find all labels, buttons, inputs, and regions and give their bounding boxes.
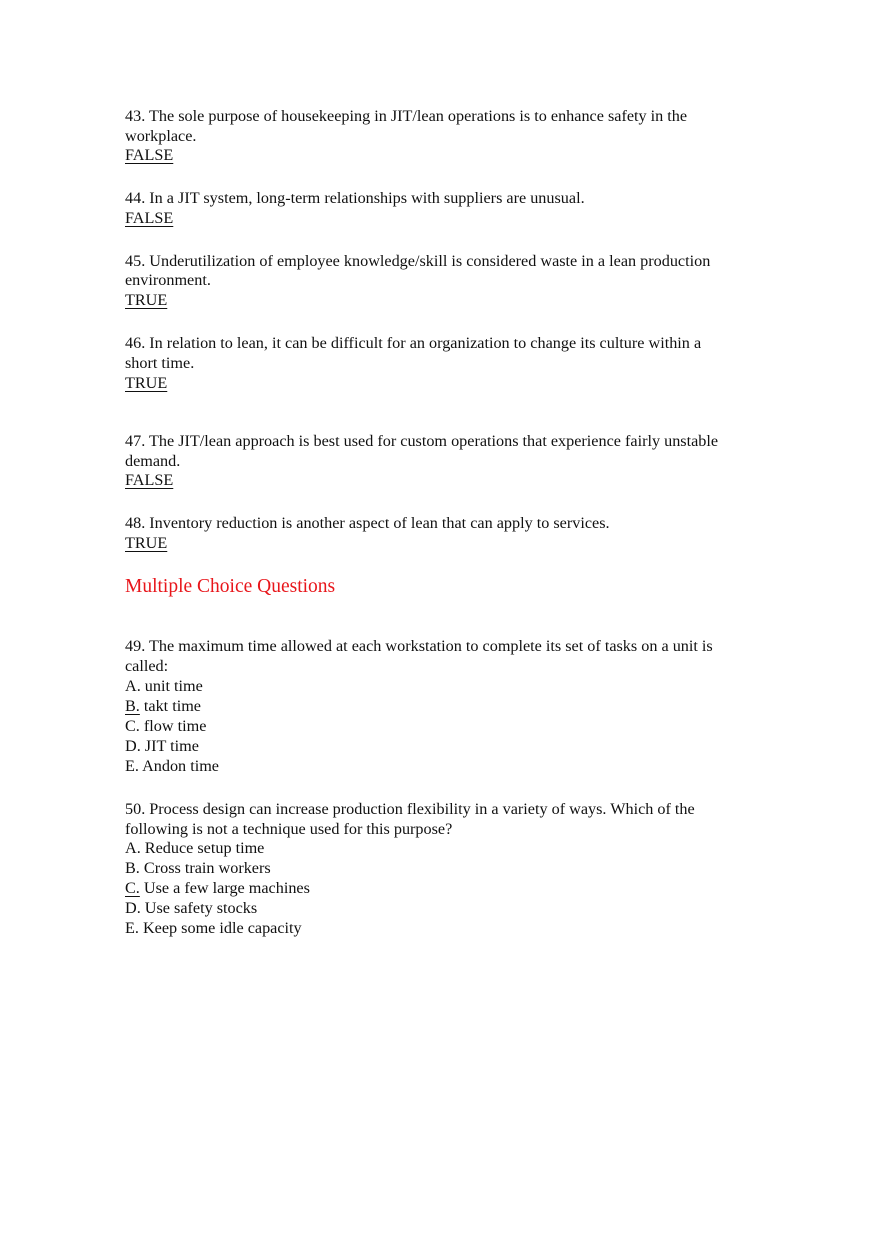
question-49-option-a (125, 676, 203, 696)
option-letter: B. (125, 859, 140, 877)
question-48-answer: TRUE (125, 534, 168, 552)
question-47-text-line-1: 47. The JIT/lean approach is best used for custom operations that experience fairly unstable (125, 432, 719, 450)
question-49-option-b-correct (125, 696, 201, 716)
question-49-text-line-1: 49. The maximum time allowed at each workstation to complete its set of tasks on a unit is (125, 637, 713, 655)
option-text: Andon time (138, 757, 219, 775)
question-48-text-line-1: 48. Inventory reduction is another aspect of lean that can apply to services. (125, 514, 610, 532)
question-43-text-line-1: 43. The sole purpose of housekeeping in JIT/lean operations is to enhance safety in the (125, 107, 688, 125)
option-letter: E. (125, 919, 139, 937)
option-text: unit time (140, 677, 203, 695)
question-50-option-d (125, 898, 257, 918)
question-50-option-a (125, 838, 264, 858)
question-47-text-line-2: demand. (125, 452, 181, 470)
option-text: takt time (139, 697, 201, 715)
question-47-answer: FALSE (125, 471, 174, 489)
question-44-answer: FALSE (125, 209, 174, 227)
question-49-option-e (125, 756, 219, 776)
option-letter-correct: C. (125, 879, 140, 897)
option-text: Use a few large machines (139, 879, 310, 897)
question-49-text-line-2: called: (125, 657, 169, 675)
option-text: Cross train workers (139, 859, 271, 877)
section-title-multiple-choice: Multiple Choice Questions (125, 576, 336, 597)
question-44-text-line-1: 44. In a JIT system, long-term relationships with suppliers are unusual. (125, 189, 585, 207)
question-43-text-line-2: workplace. (125, 127, 197, 145)
option-letter: E. (125, 757, 139, 775)
question-50-option-b (125, 858, 271, 878)
option-text: JIT time (140, 737, 199, 755)
option-letter: D. (125, 899, 141, 917)
question-43-answer: FALSE (125, 146, 174, 164)
question-50-option-c-correct (125, 878, 310, 898)
option-text: flow time (139, 717, 207, 735)
option-letter: D. (125, 737, 141, 755)
question-49-option-d (125, 736, 199, 756)
option-letter: C. (125, 717, 140, 735)
question-49-option-c (125, 716, 206, 736)
option-text: Keep some idle capacity (138, 919, 302, 937)
question-45-text-line-1: 45. Underutilization of employee knowledge/skill is considered waste in a lean production (125, 252, 711, 270)
question-45-answer: TRUE (125, 291, 168, 309)
question-50-option-e (125, 918, 302, 938)
question-46-text-line-2: short time. (125, 354, 195, 372)
option-letter: A. (125, 677, 141, 695)
option-text: Use safety stocks (140, 899, 258, 917)
question-46-answer: TRUE (125, 374, 168, 392)
option-letter-correct: B. (125, 697, 140, 715)
question-50-text-line-2: following is not a technique used for this purpose? (125, 820, 453, 838)
question-50-text-line-1: 50. Process design can increase production flexibility in a variety of ways. Which of the (125, 800, 695, 818)
question-45-text-line-2: environment. (125, 271, 211, 289)
question-46-text-line-1: 46. In relation to lean, it can be difficult for an organization to change its culture within a (125, 334, 702, 352)
option-text: Reduce setup time (140, 839, 265, 857)
option-letter: A. (125, 839, 141, 857)
